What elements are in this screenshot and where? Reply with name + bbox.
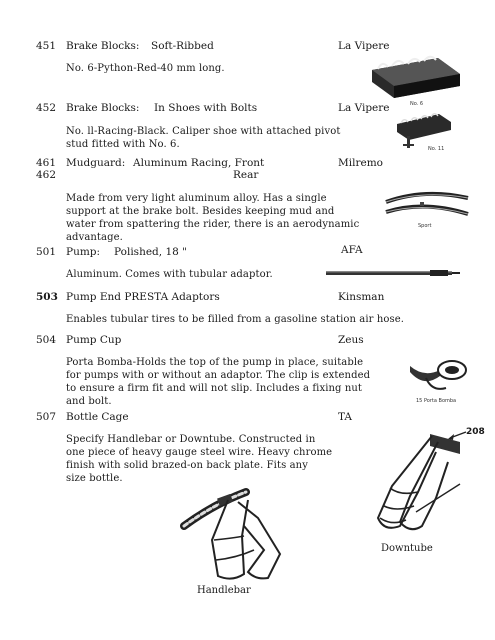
- item-brand: TA: [338, 411, 353, 423]
- item-description-line: size bottle.: [66, 473, 123, 484]
- item-description-line: stud fitted with No. 6.: [66, 139, 180, 150]
- mudguard-image: [384, 188, 470, 224]
- item-description-line: support at the brake bolt. Besides keeping mud and: [66, 206, 335, 217]
- item-description-line: one piece of heavy gauge steel wire. Heavy chrome: [66, 447, 333, 458]
- item-description: No. 6-Python-Red-40 mm long.: [66, 63, 225, 74]
- item-description-line: Specify Handlebar or Downtube. Constructed in: [66, 434, 316, 445]
- callout-number: 208: [466, 427, 485, 437]
- item-number: 451: [36, 40, 57, 52]
- item-number-2: 462: [36, 169, 57, 181]
- item-brand: La Vipere: [338, 40, 390, 52]
- item-name: Pump:: [66, 246, 101, 258]
- item-brand: Milremo: [338, 157, 383, 169]
- item-description: Aluminum. Comes with tubular adaptor.: [66, 269, 273, 280]
- item-description-line: Porta Bomba-Holds the top of the pump in place, suitable: [66, 357, 364, 368]
- brake-shoe-image: [393, 110, 455, 150]
- item-description-line: finish with solid brazed-on back plate. Fits any: [66, 460, 308, 471]
- item-brand: Zeus: [338, 334, 364, 346]
- item-detail: Aluminum Racing, Front: [133, 157, 265, 169]
- item-detail-2: Rear: [233, 169, 259, 181]
- item-brand: La Vipere: [338, 102, 390, 114]
- item-name: Brake Blocks:: [66, 102, 140, 114]
- item-description-line: Made from very light aluminum alloy. Has a single: [66, 193, 327, 204]
- handlebar-cage-image: [184, 486, 284, 582]
- item-detail: In Shoes with Bolts: [154, 102, 258, 114]
- item-brand: AFA: [341, 244, 363, 256]
- item-number: 452: [36, 102, 57, 114]
- item-description-line: advantage.: [66, 232, 123, 243]
- item-brand: Kinsman: [338, 291, 385, 303]
- item-number: 503: [36, 291, 58, 303]
- downtube-caption: Downtube: [381, 543, 433, 554]
- item-name: Bottle Cage: [66, 411, 129, 423]
- pump-image: [326, 268, 460, 278]
- item-detail: Soft-Ribbed: [151, 40, 214, 52]
- brake-block-image: [368, 52, 464, 104]
- item-description-line: water from spattering the rider, there is an aerodynamic: [66, 219, 360, 230]
- image-caption: 15 Porta Bomba: [416, 398, 457, 404]
- pump-cup-image: [406, 358, 470, 398]
- item-name: Pump Cup: [66, 334, 122, 346]
- item-number: 501: [36, 246, 57, 258]
- image-caption: Sport: [418, 223, 432, 229]
- item-description: Enables tubular tires to be filled from a gasoline station air hose.: [66, 314, 405, 325]
- callout-arrow-icon: [446, 428, 468, 442]
- item-number: 507: [36, 411, 57, 423]
- item-name: Mudguard:: [66, 157, 126, 169]
- item-detail: Polished, 18 ": [114, 246, 187, 258]
- item-description-line: for pumps with or without an adaptor. The clip is extended: [66, 370, 371, 381]
- image-caption: No. 6: [410, 101, 424, 107]
- item-description-line: to ensure a firm fit and will not slip. Includes a fixing nut: [66, 383, 363, 394]
- item-number: 461: [36, 157, 57, 169]
- item-name: Brake Blocks:: [66, 40, 140, 52]
- item-description-line: and bolt.: [66, 396, 112, 407]
- image-caption: No. 11: [428, 146, 445, 152]
- item-name: Pump End PRESTA Adaptors: [66, 291, 220, 303]
- handlebar-caption: Handlebar: [197, 585, 251, 596]
- item-description-line: No. ll-Racing-Black. Caliper shoe with attached pivot: [66, 126, 341, 137]
- item-number: 504: [36, 334, 57, 346]
